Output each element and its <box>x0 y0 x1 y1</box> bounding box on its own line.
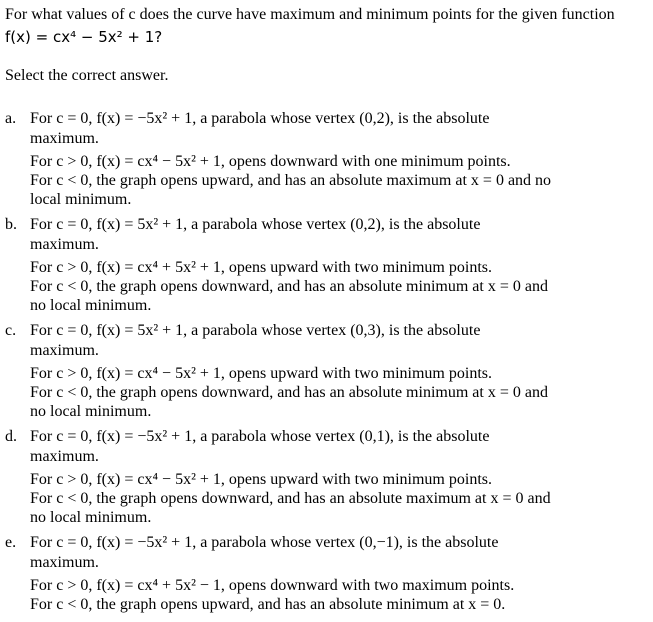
option-line: For c > 0, f(x) = cx⁴ − 5x² + 1, opens upward with two minimum points. <box>30 471 492 488</box>
option-line: For c < 0, the graph opens downward, and has an absolute minimum at x = 0 and <box>30 384 548 401</box>
option-line: For c = 0, f(x) = −5x² + 1, a parabola whose vertex (0,2), is the absolute <box>30 110 490 127</box>
question-function: f(x) = cx⁴ − 5x² + 1? <box>5 28 163 46</box>
option-line: maximum. <box>30 236 99 253</box>
option-line: maximum. <box>30 130 99 147</box>
question-text: For what values of c does the curve have maximum and minimum points for the given function <box>5 6 615 23</box>
option-line: For c < 0, the graph opens downward, and has an absolute maximum at x = 0 and <box>30 490 551 507</box>
option-line: For c < 0, the graph opens upward, and has an absolute maximum at x = 0 and no <box>30 172 552 189</box>
option-line: For c > 0, f(x) = cx⁴ + 5x² − 1, opens downward with two maximum points. <box>30 577 515 594</box>
option-line: For c < 0, the graph opens downward, and has an absolute minimum at x = 0 and <box>30 278 548 295</box>
option-letter: a. <box>5 110 17 127</box>
option-line: maximum. <box>30 448 99 465</box>
option-line: For c > 0, f(x) = cx⁴ − 5x² + 1, opens downward with one minimum points. <box>30 153 511 170</box>
option-line: For c > 0, f(x) = cx⁴ − 5x² + 1, opens upward with two minimum points. <box>30 365 492 382</box>
option-letter: c. <box>5 322 17 339</box>
option-line: For c < 0, the graph opens upward, and has an absolute minimum at x = 0. <box>30 596 506 613</box>
option-line: local minimum. <box>30 191 132 208</box>
option-line: maximum. <box>30 554 99 571</box>
option-letter: d. <box>5 428 17 445</box>
option-line: For c = 0, f(x) = 5x² + 1, a parabola whose vertex (0,3), is the absolute <box>30 322 481 339</box>
option-line: For c = 0, f(x) = −5x² + 1, a parabola whose vertex (0,−1), is the absolute <box>30 534 499 551</box>
option-line: no local minimum. <box>30 403 152 420</box>
option-line: For c = 0, f(x) = 5x² + 1, a parabola whose vertex (0,2), is the absolute <box>30 216 481 233</box>
option-line: no local minimum. <box>30 297 152 314</box>
instruction-text: Select the correct answer. <box>5 67 169 84</box>
option-line: For c > 0, f(x) = cx⁴ + 5x² + 1, opens upward with two minimum points. <box>30 259 492 276</box>
question <box>5 4 650 48</box>
option-line: For c = 0, f(x) = −5x² + 1, a parabola whose vertex (0,1), is the absolute <box>30 428 490 445</box>
option-line: no local minimum. <box>30 509 152 526</box>
option-letter: b. <box>5 216 17 233</box>
option-line: maximum. <box>30 342 99 359</box>
option-letter: e. <box>5 534 17 551</box>
